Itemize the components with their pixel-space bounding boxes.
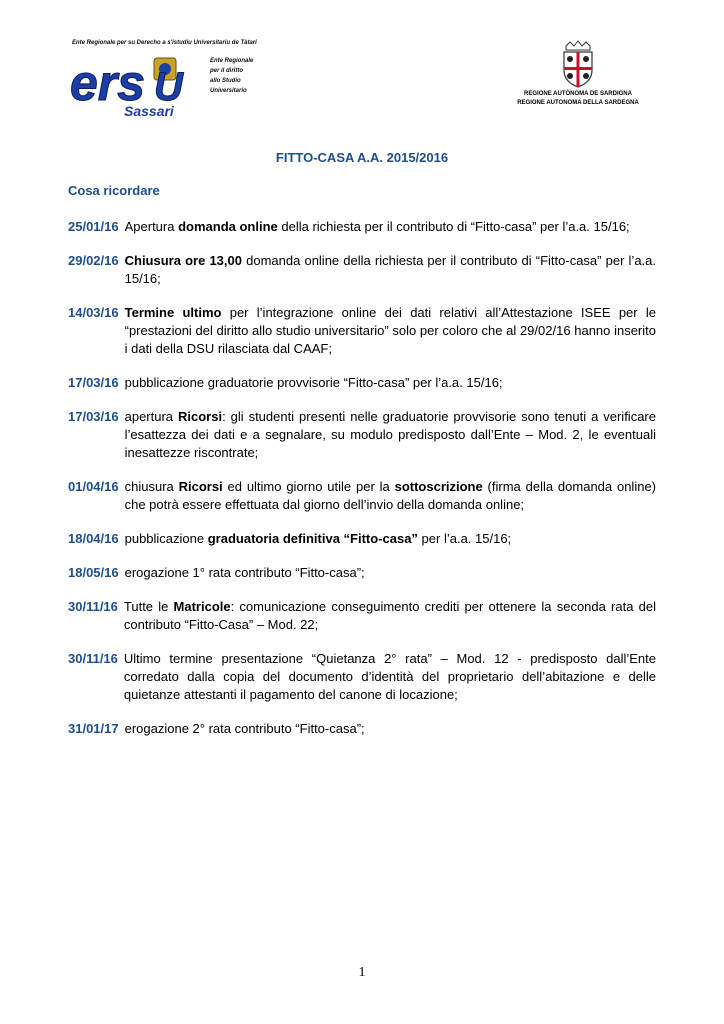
deadline-text [125, 564, 656, 582]
text-run: per l’a.a. 15/16; [417, 531, 512, 546]
text-run: domanda online della richiesta per il contributo di “Fitto-casa” per l’a.a. 15/16; [124, 253, 656, 286]
ersu-logo [68, 40, 308, 118]
text-run: erogazione 1° rata contributo “Fitto-casa”; [124, 565, 365, 580]
deadline-date: 17/03/16 [68, 409, 119, 424]
page-number: 1 [358, 965, 366, 980]
deadline-item [68, 564, 656, 582]
bold-text: Ricorsi [178, 479, 223, 494]
text-run: per l’integrazione online dei dati relativi all’Attestazione ISEE per le “prestazioni del diritto allo studio universitario” solo per coloro che al 29/02/16 hanno inserito i dati della DSU rilasciata dal CAAF; [124, 305, 656, 356]
text-run: pubblicazione [124, 531, 208, 546]
deadline-item [68, 530, 656, 548]
ras-logo [498, 40, 658, 120]
deadline-text [125, 720, 656, 738]
deadline-date: 29/02/16 [68, 253, 119, 268]
bold-text: Termine ultimo [124, 305, 222, 320]
deadline-date: 30/11/16 [68, 599, 118, 614]
bold-text: Matricole [173, 599, 231, 614]
deadline-date: 01/04/16 [68, 479, 119, 494]
section-subtitle: Cosa ricordare [68, 183, 160, 198]
deadline-item [68, 304, 656, 358]
deadline-text [125, 478, 656, 514]
text-run: : comunicazione conseguimento crediti per ottenere la seconda rata del contributo “Fitto-Casa” – Mod. 22; [123, 599, 656, 632]
text-run: chiusura [124, 479, 179, 494]
deadline-date: 18/05/16 [68, 565, 119, 580]
deadline-item [68, 408, 656, 462]
page-header [68, 40, 658, 120]
deadline-text [125, 218, 656, 236]
deadline-text [125, 374, 656, 392]
deadline-item [68, 218, 656, 236]
ras-text: REGIONE AUTÒNOMA DE SARDIGNA REGIONE AUTONOMA DELLA SARDEGNA [517, 91, 639, 106]
deadline-date: 30/11/16 [68, 651, 118, 666]
text-run: apertura [124, 409, 178, 424]
bold-text: sottoscrizione [394, 479, 483, 494]
bold-text: Ricorsi [177, 409, 223, 424]
text-run: ed ultimo giorno utile per la [222, 479, 395, 494]
deadline-list [68, 218, 656, 754]
deadline-date: 17/03/16 [68, 375, 119, 390]
ersu-caption: Ente Regionale per su Derecho a s'istudiu Universitariu de Tàtari [72, 40, 257, 46]
ersu-wordmark-icon [68, 48, 208, 120]
svg-text:Sassari: Sassari [124, 103, 174, 119]
bold-text: Chiusura ore 13,00 [124, 253, 242, 268]
document-title: FITTO-CASA A.A. 2015/2016 [275, 150, 449, 165]
deadline-text [125, 252, 656, 288]
deadline-item [68, 374, 656, 392]
text-run: Tutte le [123, 599, 174, 614]
deadline-item [68, 478, 656, 514]
deadline-text [124, 598, 656, 634]
text-run: Ultimo termine presentazione “Quietanza 2° rata” – Mod. 12 - predisposto dall’Ente corredato dalla copia del documento d’identità del proprietario dell’abitazione e delle quietanze attestanti il pagamento del canone di locazione; [123, 651, 656, 702]
deadline-date: 14/03/16 [68, 305, 119, 320]
deadline-text [125, 304, 656, 358]
text-run: Apertura [124, 219, 179, 234]
bold-text: domanda online [178, 219, 278, 234]
text-run: erogazione 2° rata contributo “Fitto-casa”; [124, 721, 365, 736]
bold-text: graduatoria definitiva “Fitto-casa” [207, 531, 418, 546]
deadline-date: 31/01/17 [68, 721, 119, 736]
deadline-text [124, 650, 656, 704]
sardinia-coat-of-arms-icon [558, 40, 598, 88]
text-run: della richiesta per il contributo di “Fitto-casa” per l’a.a. 15/16; [277, 219, 630, 234]
deadline-item [68, 720, 656, 738]
deadline-date: 25/01/16 [68, 219, 119, 234]
deadline-item [68, 252, 656, 288]
text-run: (firma della domanda online) che potrà essere effettuata dal giorno dell’invio della domanda online; [124, 479, 657, 512]
deadline-item [68, 598, 656, 634]
deadline-text [125, 530, 656, 548]
svg-text:U: U [154, 65, 183, 109]
ersu-side-text: Ente Regionale per il diritto allo Studio Universitario [210, 58, 254, 94]
deadline-item [68, 650, 656, 704]
text-run: pubblicazione graduatorie provvisorie “Fitto-casa” per l’a.a. 15/16; [124, 375, 503, 390]
deadline-text [125, 408, 656, 462]
svg-text:ers: ers [70, 55, 146, 111]
text-run: : gli studenti presenti nelle graduatorie provvisorie sono tenuti a verificare l’esattezza dei dati e a segnalare, su modulo predisposto dall’Ente – Mod. 2, le eventuali inesattezze riscontrate; [124, 409, 656, 460]
deadline-date: 18/04/16 [68, 531, 119, 546]
